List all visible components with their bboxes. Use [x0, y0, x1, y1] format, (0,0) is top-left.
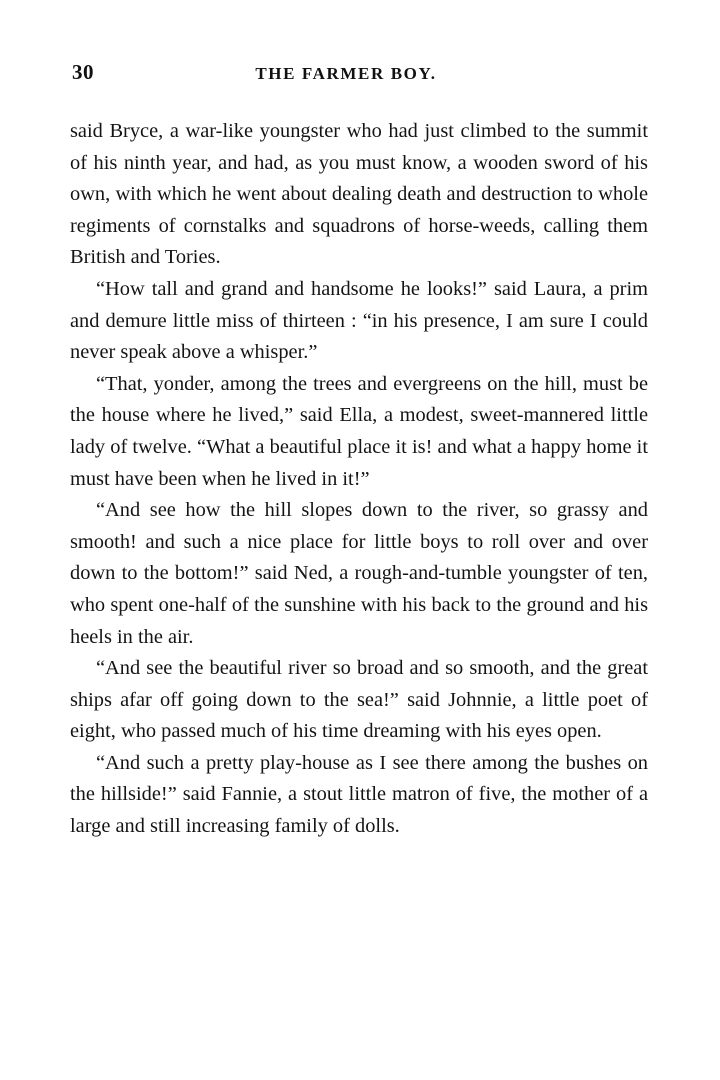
book-title-header: THE FARMER BOY. — [255, 64, 437, 83]
page-body-text — [70, 116, 648, 843]
paragraph: “And see how the hill slopes down to the river, so grassy and smooth! and such a nice place for little boys to roll over and over down to the bottom!” said Ned, a rough-and-tumble youngster of ten, who spent one-half of the sunshine with his back to the ground and his heels in the air. — [70, 499, 648, 648]
paragraph: said Bryce, a war-like youngster who had just climbed to the summit of his ninth year, and had, as you must know, a wooden sword of his own, with which he went about dealing death and destruction to whole regiments of cornstalks and squadrons of horse-weeds, calling them British and Tories. — [70, 120, 648, 269]
paragraph: “That, yonder, among the trees and evergreens on the hill, must be the house where he lived,” said Ella, a modest, sweet-mannered little lady of twelve. “What a beautiful place it is! and what a happy home it must have been when he lived in it!” — [70, 372, 648, 490]
running-head — [72, 60, 648, 86]
paragraph: “And such a pretty play-house as I see there among the bushes on the hillside!” said Fannie, a stout little matron of five, the mother of a large and still increasing family of dolls. — [70, 751, 648, 838]
paragraph: “And see the beautiful river so broad and so smooth, and the great ships afar off going down to the sea!” said Johnnie, a little poet of eight, who passed much of his time dreaming with his eyes open. — [70, 657, 648, 743]
page-number: 30 — [72, 60, 94, 84]
paragraph: “How tall and grand and handsome he looks!” said Laura, a prim and demure little miss of thirteen : “in his presence, I am sure I could never speak above a whisper.” — [70, 277, 648, 364]
